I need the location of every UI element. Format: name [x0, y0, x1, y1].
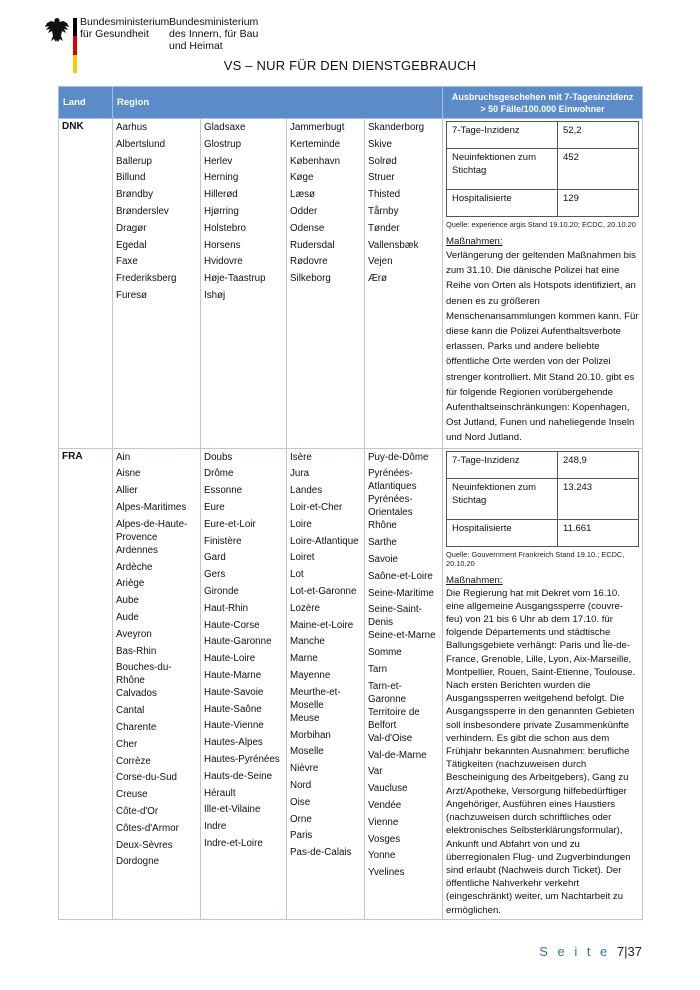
region-item: Aude	[116, 612, 139, 624]
region-item: Alpes-Maritimes	[116, 502, 187, 514]
measures-cell	[443, 119, 643, 449]
region-item: Rudersdal	[290, 239, 335, 251]
region-item: Val-d'Oise	[368, 732, 413, 744]
region-item: Haute-Saône	[204, 703, 262, 715]
region-item: Skive	[368, 138, 392, 150]
footer-page-total: 37	[627, 944, 642, 959]
region-item: Glostrup	[204, 138, 242, 150]
region-item: Odense	[290, 222, 325, 234]
stat-label: Neuinfektionen zum Stichtag	[447, 149, 558, 190]
stat-label: Neuinfektionen zum Stichtag	[447, 478, 558, 519]
region-item: Vejen	[368, 256, 393, 268]
region-item: Morbihan	[290, 729, 331, 741]
stat-value: 129	[558, 190, 639, 217]
stats-row	[447, 149, 639, 190]
stat-value: 452	[558, 149, 639, 190]
region-item: Indre-et-Loire	[204, 837, 263, 849]
region-item: Paris	[290, 830, 313, 842]
region-item: Seine-Saint-Denis	[368, 604, 422, 629]
region-item: Lot	[290, 569, 304, 581]
region-item: Yonne	[368, 850, 396, 862]
region-item: Loir-et-Cher	[290, 502, 343, 514]
region-item: Corrèze	[116, 755, 151, 767]
region-item: Ain	[116, 451, 131, 463]
region-item: Silkeborg	[290, 273, 331, 285]
region-item: Haute-Corse	[204, 619, 260, 631]
region-item: Haute-Savoie	[204, 686, 264, 698]
region-item: Hillerød	[204, 189, 238, 201]
region-item: Meurthe-et-Moselle	[290, 686, 341, 711]
header-land: Land	[59, 87, 113, 119]
region-item: Brønderslev	[116, 205, 169, 217]
region-item: Hvidovre	[204, 256, 243, 268]
stats-table	[446, 451, 639, 547]
region-item: Tarn	[368, 664, 388, 676]
region-item: Nord	[290, 779, 312, 791]
region-item: Seine-et-Marne	[368, 630, 436, 642]
region-item: Hjørring	[204, 205, 239, 217]
region-column	[113, 119, 201, 449]
stat-value: 248,9	[558, 451, 639, 478]
region-item: Finistère	[204, 535, 242, 547]
region-item: Sarthe	[368, 537, 397, 549]
region-item: Ærø	[368, 273, 388, 285]
region-item: Bouches-du-Rhône	[116, 662, 172, 687]
region-item: Creuse	[116, 789, 148, 801]
region-item: Somme	[368, 647, 402, 659]
region-item: Hauts-de-Seine	[204, 770, 273, 782]
stats-row	[447, 190, 639, 217]
region-item: Holstebro	[204, 222, 246, 234]
region-item: Herlev	[204, 155, 233, 167]
region-item: Gironde	[204, 586, 239, 598]
region-item: Eure	[204, 502, 225, 514]
region-column	[201, 448, 287, 919]
region-item: Aveyron	[116, 628, 152, 640]
region-item: Dragør	[116, 222, 147, 234]
region-item: Struer	[368, 172, 395, 184]
region-item: Rødovre	[290, 256, 328, 268]
region-item: Vosges	[368, 833, 401, 845]
region-item: Indre	[204, 821, 227, 833]
stats-row	[447, 122, 639, 149]
stats-row	[447, 478, 639, 519]
region-item: Hérault	[204, 787, 236, 799]
measures-heading: Maßnahmen:	[446, 236, 503, 247]
footer-separator: |	[624, 944, 628, 959]
region-item: Loire-Atlantique	[290, 535, 359, 547]
measures-heading: Maßnahmen:	[446, 574, 503, 586]
region-item: Billund	[116, 172, 146, 184]
region-item: Faxe	[116, 256, 138, 268]
region-item: Oise	[290, 796, 311, 808]
stat-value: 13.243	[558, 478, 639, 519]
region-item: Furesø	[116, 289, 148, 301]
stat-label: Hospitalisierte	[447, 190, 558, 217]
region-item: Gard	[204, 552, 226, 564]
region-item: Jammerbugt	[290, 122, 345, 133]
region-item: Gladsaxe	[204, 122, 246, 133]
region-item: Corse-du-Sud	[116, 772, 177, 784]
region-item: Kerteminde	[290, 138, 341, 150]
region-item: Savoie	[368, 554, 398, 566]
region-item: Vendée	[368, 800, 402, 811]
region-item: Puy-de-Dôme	[368, 451, 429, 463]
region-column	[365, 448, 443, 919]
ministry-name-interior: Bundesministerium des Innern, für Bau und Heimat	[169, 16, 259, 52]
region-item: Manche	[290, 636, 325, 648]
region-item: Haute-Garonne	[204, 636, 272, 648]
region-item: Maine-et-Loire	[290, 619, 354, 631]
region-column	[113, 448, 201, 919]
region-item: Aarhus	[116, 122, 148, 133]
region-item: Côtes-d'Armor	[116, 822, 179, 834]
region-item: Seine-Maritime	[368, 587, 434, 599]
region-item: Høje-Taastrup	[204, 273, 266, 285]
region-item: Brøndby	[116, 189, 154, 201]
header-measures: Ausbruchsgeschehen mit 7-Tagesinzidenz > 50 Fälle/100.000 Einwohner	[443, 87, 643, 119]
region-item: Gers	[204, 569, 226, 581]
federal-eagle-icon	[44, 16, 70, 44]
region-item: Orne	[290, 813, 312, 825]
stat-value: 52,2	[558, 122, 639, 149]
region-item: Marne	[290, 653, 318, 665]
region-item: Deux-Sèvres	[116, 839, 173, 851]
region-item: Val-de-Marne	[368, 749, 427, 761]
measures-text: Verlängerung der geltenden Maßnahmen bis zum 31.10. Die dänische Polizei hat eine Reihe von Orten als Hotspots identifiziert, an denen es zu größeren Menschenansammlungen kommen kann. Für diese kann die Polizei Aufenthaltsverbote erlassen. Parks und andere beliebte öffentliche Orte werden von der Polizei strenger kontrolliert. Mit Stand 20.10. gibt es für folgende Regionen vorübergehende Aufenthaltseinschränkungen: Kopenhagen, Ost Jutland, Funen und naheliegende Inseln und Nord Jutland.	[446, 250, 639, 444]
ministry-name-health: Bundesministerium für Gesundheit	[80, 16, 170, 40]
region-item: Haute-Marne	[204, 670, 262, 681]
page-footer	[539, 944, 642, 959]
region-item: Nièvre	[290, 763, 319, 775]
region-item: Alpes-de-Haute-Provence	[116, 518, 188, 543]
stat-label: 7-Tage-Inzidenz	[447, 122, 558, 149]
stat-value: 11.661	[558, 519, 639, 546]
region-column	[287, 448, 365, 919]
region-item: Aube	[116, 595, 139, 607]
region-column	[201, 119, 287, 449]
region-item: Thisted	[368, 189, 401, 201]
region-item: Yvelines	[368, 867, 405, 879]
region-item: Vaucluse	[368, 783, 408, 795]
land-code: FRA	[59, 448, 113, 919]
footer-seite-label: S e i t e	[539, 944, 611, 959]
region-item: Tønder	[368, 222, 400, 234]
stat-label: 7-Tage-Inzidenz	[447, 451, 558, 478]
measures-cell	[443, 448, 643, 919]
stats-row	[447, 519, 639, 546]
region-item: Cher	[116, 738, 138, 750]
region-item: Landes	[290, 485, 323, 497]
region-item: Loiret	[290, 552, 315, 564]
region-item: Vallensbæk	[368, 239, 419, 251]
region-item: Côte-d'Or	[116, 805, 159, 817]
region-item: Moselle	[290, 746, 324, 758]
stat-label: Hospitalisierte	[447, 519, 558, 546]
region-item: Haute-Loire	[204, 653, 256, 665]
classification-title: VS – NUR FÜR DEN DIENSTGEBRAUCH	[223, 58, 477, 73]
region-item: Territoire de Belfort	[368, 706, 420, 731]
region-item: Saône-et-Loire	[368, 570, 433, 582]
region-item: Solrød	[368, 155, 397, 167]
region-item: Dordogne	[116, 856, 160, 868]
region-item: København	[290, 155, 341, 167]
region-item: Eure-et-Loir	[204, 518, 256, 530]
region-item: Tårnby	[368, 205, 399, 217]
region-item: Vienne	[368, 816, 399, 828]
stats-table	[446, 121, 639, 217]
region-item: Drôme	[204, 468, 234, 480]
region-item: Loire	[290, 518, 312, 530]
region-column	[365, 119, 443, 449]
region-item: Var	[368, 766, 383, 778]
region-item: Odder	[290, 205, 318, 217]
land-code: DNK	[59, 119, 113, 449]
measures-text: Die Regierung hat mit Dekret vom 16.10. eine allgemeine Ausgangssperre (couvre-feu) von 21 bis 6 Uhr ab dem 17.10. für folgende Départements und städtische Ballungsgebiete verhängt: Paris und Île-de-France, Grenoble, Lille, Lyon, Aix-Marseille, Montpellier, Rouen, Saint-Etienne, Toulouse. Nach ersten Berichten wurden die Ausgangssperren weitgehend befolgt. Die Ausgangssperre in den genannten Gebieten soll insbesondere private Zusammenkünfte verhindern. Es gibt die schon aus dem Frühjahr bekannten Ausnahmen: berufliche Tätigkeiten (nachzuweisen durch Bescheinigung des Arbeitgebers), Gang zu Arzt/Apotheke, Versorgung hilfebedürftiger Angehöriger, Ausführen eines Haustiers (nachzuweisen durch schriftliches oder elektronisches Selbsterklärungsformular), Ankunft und Abfahrt von und zu überregionalen Flug- und Zugverbindungen sind erlaubt (Nachweis durch Ticket). Der öffentliche Nahverkehr verkehrt (eingeschränkt) weiter, um Nachtarbeit zu ermöglichen.	[446, 587, 636, 916]
region-item: Herning	[204, 172, 239, 184]
region-item: Læsø	[290, 189, 316, 201]
region-item: Bas-Rhin	[116, 645, 157, 657]
region-item: Horsens	[204, 239, 241, 251]
region-item: Calvados	[116, 688, 157, 700]
region-item: Tarn-et-Garonne	[368, 680, 407, 705]
region-item: Doubs	[204, 451, 233, 463]
outbreak-table	[58, 86, 643, 920]
region-item: Frederiksberg	[116, 273, 177, 285]
region-item: Lot-et-Garonne	[290, 586, 357, 598]
region-item: Pas-de-Calais	[290, 847, 352, 859]
source-note: Quelle: experience argis Stand 19.10.20; ECDC, 20.10.20	[446, 220, 636, 229]
region-item: Albertslund	[116, 138, 166, 150]
region-item: Haut-Rhin	[204, 602, 249, 614]
header-region: Region	[113, 87, 443, 119]
region-item: Aisne	[116, 468, 141, 480]
region-item: Skanderborg	[368, 122, 425, 133]
table-row	[59, 448, 643, 919]
region-item: Jura	[290, 468, 310, 480]
region-item: Isère	[290, 451, 312, 463]
table-row	[59, 119, 643, 449]
region-item: Cantal	[116, 705, 145, 717]
region-item: Køge	[290, 172, 314, 184]
region-item: Ardèche	[116, 561, 153, 573]
region-item: Allier	[116, 485, 138, 497]
region-item: Lozère	[290, 602, 320, 614]
region-item: Charente	[116, 722, 157, 733]
region-item: Essonne	[204, 485, 243, 497]
stats-row	[447, 451, 639, 478]
region-item: Ballerup	[116, 155, 152, 167]
region-item: Pyrénées-Atlantiques	[368, 468, 417, 493]
region-item: Hautes-Alpes	[204, 737, 263, 749]
region-item: Egedal	[116, 239, 147, 251]
region-item: Rhône	[368, 520, 397, 532]
source-note: Quelle: Gouvernment Frankreich Stand 19.10.; ECDC, 20.10.20	[446, 549, 625, 568]
table-header-row	[59, 87, 643, 119]
region-item: Ariège	[116, 578, 145, 590]
region-item: Ille-et-Vilaine	[204, 804, 261, 816]
region-item: Haute-Vienne	[204, 720, 264, 732]
region-item: Hautes-Pyrénées	[204, 753, 280, 765]
footer-page-number: 7	[616, 944, 625, 959]
region-column	[287, 119, 365, 449]
region-item: Pyrénées-Orientales	[368, 494, 413, 519]
region-item: Ardennes	[116, 544, 158, 556]
region-item: Meuse	[290, 712, 320, 724]
region-item: Mayenne	[290, 670, 331, 681]
region-item: Ishøj	[204, 289, 226, 301]
